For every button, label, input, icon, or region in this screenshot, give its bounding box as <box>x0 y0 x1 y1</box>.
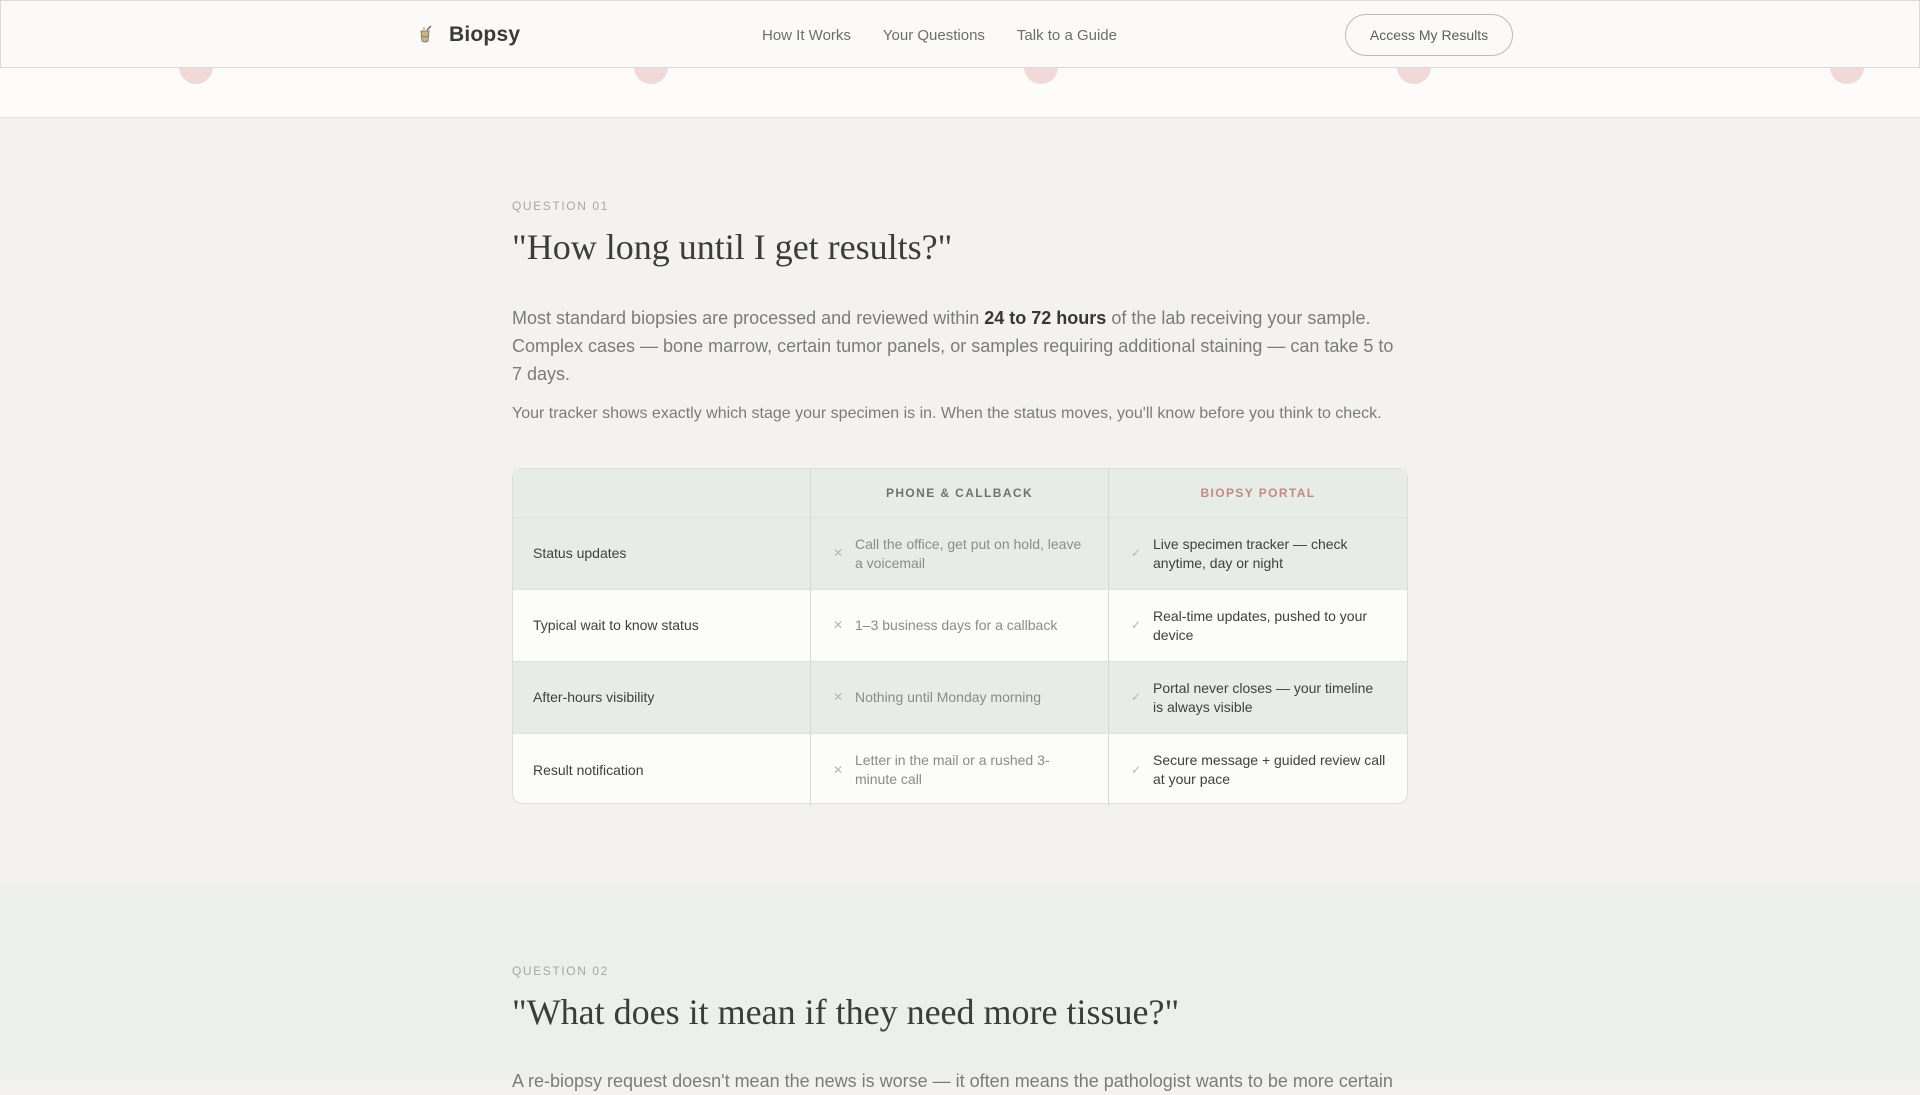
portal-text: Secure message + guided review call at your pace <box>1153 752 1386 787</box>
phone-text: Letter in the mail or a rushed 3-minute call <box>855 752 1050 787</box>
row-label: Status updates <box>513 518 811 589</box>
x-mark-icon: ✕ <box>832 762 844 777</box>
check-icon: ✓ <box>1130 618 1142 632</box>
table-header-phone: PHONE & CALLBACK <box>811 469 1109 517</box>
portal-cell <box>1109 590 1407 661</box>
portal-text: Portal never closes — your timeline is always visible <box>1153 679 1374 715</box>
brand-name: Biopsy <box>449 23 521 46</box>
phone-text: Nothing until Monday morning <box>855 689 1041 705</box>
table-row <box>513 734 1407 806</box>
phone-cell <box>811 590 1109 661</box>
portal-text: Live specimen tracker — check anytime, day or night <box>1153 535 1348 571</box>
nav-talk-to-guide[interactable]: Talk to a Guide <box>1016 26 1117 44</box>
question-subtext: Your tracker shows exactly which stage your specimen is in. When the status moves, you'll know before you think to check. <box>512 405 1382 422</box>
phone-text: 1–3 business days for a callback <box>855 617 1058 633</box>
nav-how-it-works[interactable]: How It Works <box>762 26 851 44</box>
table-header-row <box>513 469 1407 518</box>
check-icon: ✓ <box>1130 546 1142 560</box>
portal-cell <box>1109 662 1407 733</box>
question-title: "What does it mean if they need more tissue?" <box>512 992 1180 1032</box>
brand[interactable] <box>415 1 520 69</box>
tracker-strip <box>0 68 1920 118</box>
specimen-jar-icon <box>415 25 435 45</box>
phone-cell <box>811 518 1109 589</box>
portal-text: Real-time updates, pushed to your device <box>1153 607 1368 643</box>
table-header-empty <box>513 469 811 517</box>
access-results-button[interactable]: Access My Results <box>1345 14 1513 56</box>
row-label: After-hours visibility <box>513 662 811 733</box>
check-icon: ✓ <box>1130 690 1142 704</box>
check-icon: ✓ <box>1130 762 1142 777</box>
table-row <box>513 518 1407 590</box>
table-header-portal: BIOPSY PORTAL <box>1200 485 1316 500</box>
comparison-table <box>512 468 1408 804</box>
question-eyebrow: QUESTION 01 <box>512 199 609 213</box>
lead-highlight: 24 to 72 hours <box>984 308 1107 328</box>
nav-your-questions[interactable]: Your Questions <box>882 26 985 44</box>
phone-text: Call the office, get put on hold, leave a voicemail <box>855 535 1082 571</box>
question-eyebrow: QUESTION 02 <box>512 964 609 978</box>
portal-cell <box>1109 518 1407 589</box>
x-mark-icon: ✕ <box>832 546 844 560</box>
question-02-section <box>0 884 1920 1091</box>
x-mark-icon: ✕ <box>832 690 844 704</box>
table-row <box>513 662 1407 734</box>
row-label: Result notification <box>513 734 811 806</box>
portal-cell <box>1109 734 1407 806</box>
lead-text: of the lab receiving your sample. Complex cases — bone marrow, certain tumor panels, or samples requiring additional staining — can take 5 to 7 days. <box>512 308 1394 384</box>
lead-text: Most standard biopsies are processed and reviewed within <box>512 308 985 328</box>
phone-cell <box>811 662 1109 733</box>
x-mark-icon: ✕ <box>832 618 844 632</box>
phone-cell <box>811 734 1109 806</box>
row-label: Typical wait to know status <box>513 590 811 661</box>
table-row <box>513 590 1407 662</box>
question-lead <box>512 304 1402 388</box>
top-navbar <box>0 0 1920 68</box>
question-title: "How long until I get results?" <box>512 227 953 267</box>
question-lead: A re-biopsy request doesn't mean the news is worse — it often means the pathologist wants to be more certain <box>512 1071 1393 1091</box>
question-01-section <box>0 118 1920 884</box>
main-nav <box>762 1 1117 69</box>
